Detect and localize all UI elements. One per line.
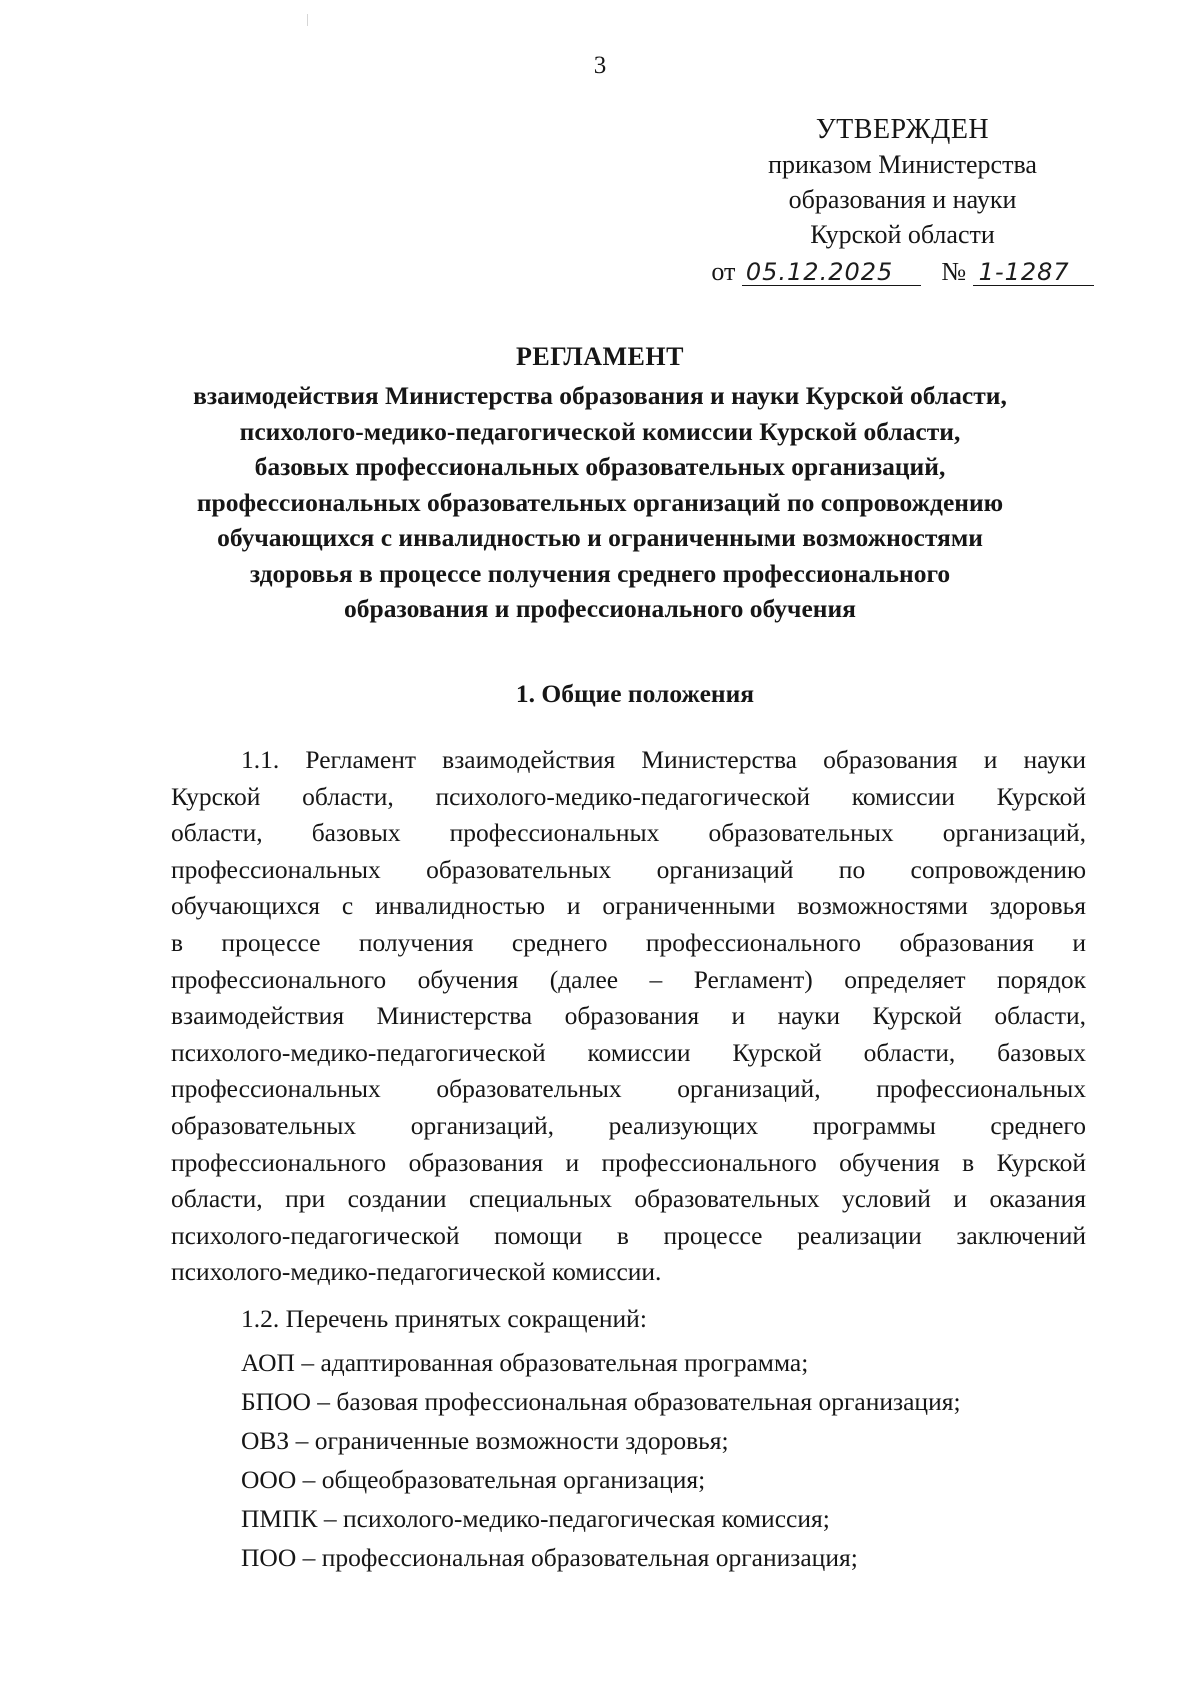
paragraph-line: в процессе получения среднего профессионального образования и (171, 927, 1086, 957)
abbreviation-item: БПОО – базовая профессиональная образовательная организация; (241, 1387, 961, 1416)
paragraph-line: психолого-педагогической помощи в процессе реализации заключений (171, 1220, 1086, 1250)
number-label: № (941, 257, 967, 286)
handwritten-date: 05.12.2025 (742, 259, 921, 286)
paragraph-line: психолого-медико-педагогической комиссии Курской области, базовых (171, 1037, 1086, 1067)
paragraph-line: психолого-медико-педагогической комиссии. (171, 1257, 662, 1287)
paragraph-line: профессиональных образовательных организаций по сопровождению (171, 854, 1086, 884)
abbreviations-heading: 1.2. Перечень принятых сокращений: (241, 1304, 647, 1333)
subtitle-line: базовых профессиональных образовательных организаций, (254, 452, 946, 481)
abbreviation-item: АОП – адаптированная образовательная программа; (241, 1348, 809, 1377)
page-number: 3 (593, 52, 607, 79)
scan-artifact (307, 14, 308, 26)
paragraph-line: 1.1. Регламент взаимодействия Министерства образования и науки (241, 745, 1086, 774)
paragraph-line: взаимодействия Министерства образования и науки Курской области, (171, 1001, 1086, 1031)
paragraph-line: профессионального образования и профессионального обучения в Курской (171, 1147, 1086, 1177)
subtitle-line: профессиональных образовательных организаций по сопровождению (196, 487, 1004, 517)
approval-heading: УТВЕРЖДЕН (815, 114, 990, 145)
paragraph-line: области, при создании специальных образовательных условий и оказания (171, 1184, 1086, 1214)
approval-line: Курской области (810, 220, 995, 249)
subtitle-line: взаимодействия Министерства образования и науки Курской области, (193, 381, 1007, 410)
section-heading: 1. Общие положения (515, 679, 755, 708)
abbreviation-item: ОВЗ – ограниченные возможности здоровья; (241, 1426, 729, 1455)
paragraph-line: Курской области, психолого-медико-педагогической комиссии Курской (171, 781, 1086, 811)
subtitle-line: обучающихся с инвалидностью и ограниченными возможностями (217, 523, 983, 552)
abbreviation-item: ПОО – профессиональная образовательная организация; (241, 1543, 858, 1572)
paragraph-line: образовательных организаций, реализующих программы среднего (171, 1110, 1086, 1140)
abbreviation-item: ООО – общеобразовательная организация; (241, 1465, 706, 1494)
order-date-number-line (650, 254, 1155, 289)
approval-line: приказом Министерства (768, 150, 1037, 179)
paragraph-line: профессионального обучения (далее – Регламент) определяет порядок (171, 964, 1086, 994)
handwritten-order-number: 1-1287 (973, 259, 1094, 286)
document-title: РЕГЛАМЕНТ (516, 342, 684, 371)
paragraph-line: обучающихся с инвалидностью и ограниченными возможностями здоровья (171, 891, 1086, 921)
approval-line: образования и науки (788, 185, 1017, 214)
paragraph-line: области, базовых профессиональных образовательных организаций, (171, 818, 1086, 848)
approval-block (650, 112, 1155, 289)
paragraph-line: профессиональных образовательных организаций, профессиональных (171, 1074, 1086, 1104)
abbreviations-list (241, 1343, 961, 1577)
subtitle-line: здоровья в процессе получения среднего профессионального (249, 558, 951, 588)
from-label: от (711, 257, 736, 286)
subtitle-line: образования и профессионального обучения (344, 594, 856, 623)
document-subtitle (160, 378, 1040, 627)
paragraph-1-1 (171, 742, 1086, 1291)
subtitle-line: психолого-медико-педагогической комиссии Курской области, (239, 416, 961, 446)
abbreviation-item: ПМПК – психолого-медико-педагогическая комиссия; (241, 1504, 830, 1533)
